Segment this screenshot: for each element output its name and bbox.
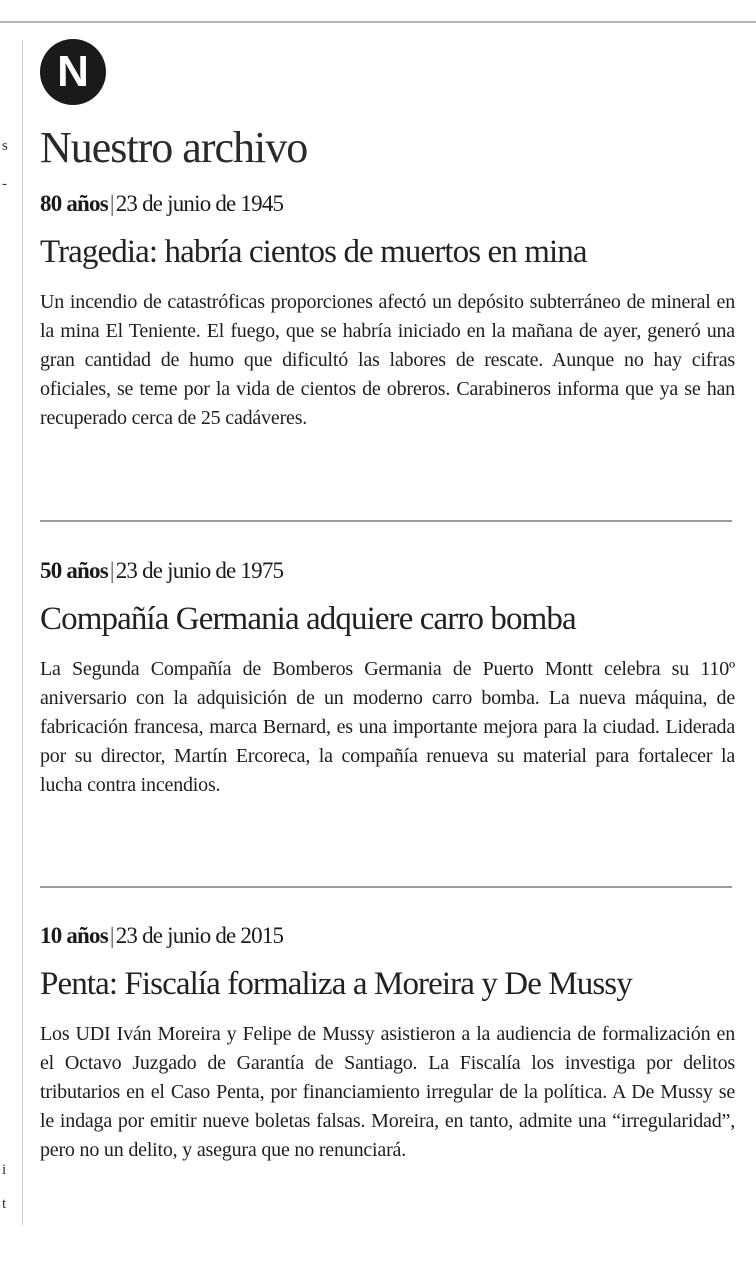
article-years-ago: 50 años [40,558,108,583]
adjacent-column-fragment: - [2,176,7,192]
article-date: 23 de junio de 1945 [115,191,284,216]
adjacent-column-fragment: s [2,138,8,154]
article-divider [40,520,732,522]
article-divider [40,886,732,888]
article-body: La Segunda Compañía de Bomberos Germania de Puerto Montt celebra su 110º aniversario con la adquisición de un moderno carro bomba. La nueva máquina, de fabricación francesa, marca Bernard, es una importante mejora para la ciudad. Liderada por su director, Martín Ercoreca, la compañía renueva su material para fortalecer la lucha contra incendios. [40,658,735,796]
adjacent-column-fragment: t [2,1196,7,1212]
archive-article [40,920,735,1165]
article-meta [40,555,735,587]
meta-separator: | [109,923,114,948]
article-meta [40,920,735,952]
column-divider [22,40,23,1225]
article-date: 23 de junio de 1975 [115,558,284,583]
meta-separator: | [109,558,114,583]
article-years-ago: 80 años [40,191,108,216]
article-headline: Tragedia: habría cientos de muertos en mina [40,234,587,270]
meta-separator: | [109,191,114,216]
adjacent-column-fragment: i [2,1162,7,1178]
article-body: Un incendio de catastróficas proporciones afectó un depósito subterráneo de mineral en la mina El Teniente. El fuego, que se habría iniciado en la mañana de ayer, generó una gran cantidad de humo que dificultó las labores de rescate. Aunque no hay cifras oficiales, se teme por la vida de cientos de obreros. Carabineros informa que ya se han recuperado cerca de 25 cadáveres. [40,291,735,429]
top-divider [0,21,756,23]
article-body: Los UDI Iván Moreira y Felipe de Mussy asistieron a la audiencia de formalización en el Octavo Juzgado de Garantía de Santiago. La Fiscalía los investiga por delitos tributarios en el Caso Penta, por financiamiento irregular de la política. A De Mussy se le indaga por emitir nueve boletas falsas. Moreira, en tanto, admite una “irregularidad”, pero no un delito, y asegura que no renunciará. [40,1023,735,1161]
archive-article [40,188,735,433]
archive-article [40,555,735,800]
article-years-ago: 10 años [40,923,108,948]
article-date: 23 de junio de 2015 [115,923,284,948]
article-headline: Compañía Germania adquiere carro bomba [40,601,576,637]
article-headline: Penta: Fiscalía formaliza a Moreira y De Mussy [40,966,632,1002]
section-logo-letter: N [57,47,89,96]
article-meta [40,188,735,220]
section-title: Nuestro archivo [40,123,308,172]
section-logo [40,39,106,105]
